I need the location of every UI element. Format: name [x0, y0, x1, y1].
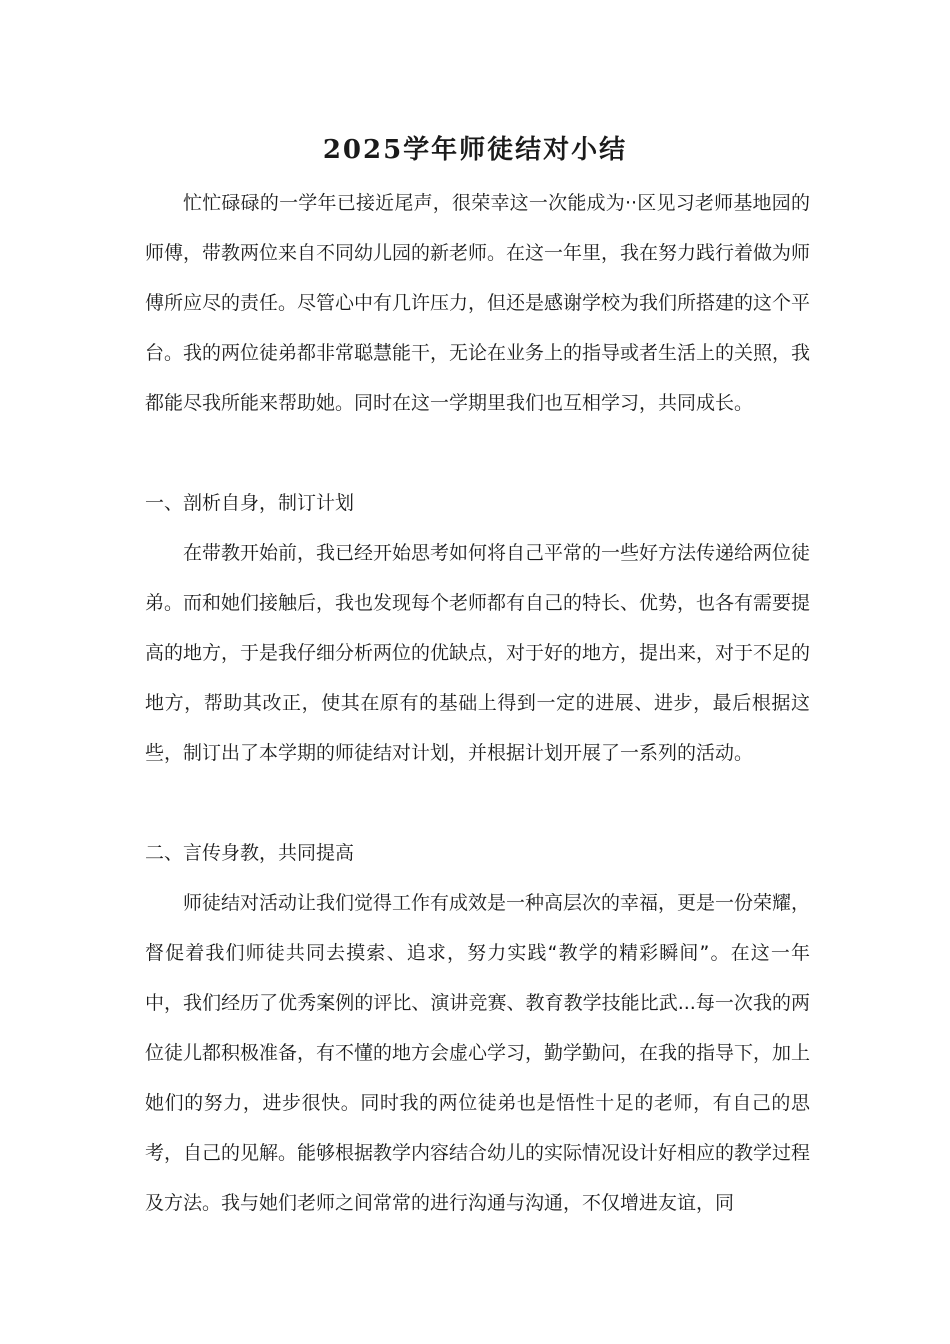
section-1-heading: 一、剖析自身，制订计划 [145, 492, 355, 514]
section-2-paragraph: 师徒结对活动让我们觉得工作有成效是一种高层次的幸福，更是一份荣耀，督促着我们师徒共同去摸索、追求，努力实践“教学的精彩瞬间”。在这一年中，我们经历了优秀案例的评比、演讲竞赛、教育教学技能比武...每一次我的两位徒儿都积极准备，有不懂的地方会虚心学习，勤学勤问，在我的指导下，加上她们的努力，进步很快。同时我的两位徒弟也是悟性十足的老师，有自己的思考，自己的见解。能够根据教学内容结合幼儿的实际情况设计好相应的教学过程及方法。我与她们老师之间常常的进行沟通与沟通，不仅增进友谊，同 [145, 892, 811, 1214]
intro-paragraph: 忙忙碌碌的一学年已接近尾声，很荣幸这一次能成为··区见习老师基地园的师傅，带教两位来自不同幼儿园的新老师。在这一年里，我在努力践行着做为师傅所应尽的责任。尽管心中有几许压力，但还是感谢学校为我们所搭建的这个平台。我的两位徒弟都非常聪慧能干，无论在业务上的指导或者生活上的关照，我都能尽我所能来帮助她。同时在这一学期里我们也互相学习，共同成长。 [145, 192, 811, 414]
section-1-paragraph: 在带教开始前，我已经开始思考如何将自己平常的一些好方法传递给两位徒弟。而和她们接触后，我也发现每个老师都有自己的特长、优势，也各有需要提高的地方，于是我仔细分析两位的优缺点，对于好的地方，提出来，对于不足的地方，帮助其改正，使其在原有的基础上得到一定的进展、进步，最后根据这些，制订出了本学期的师徒结对计划，并根据计划开展了一系列的活动。 [145, 542, 811, 764]
document-body [145, 178, 810, 1228]
section-2-heading: 二、言传身教，共同提高 [145, 842, 355, 864]
document-title: 2025学年师徒结对小结 [322, 135, 628, 165]
